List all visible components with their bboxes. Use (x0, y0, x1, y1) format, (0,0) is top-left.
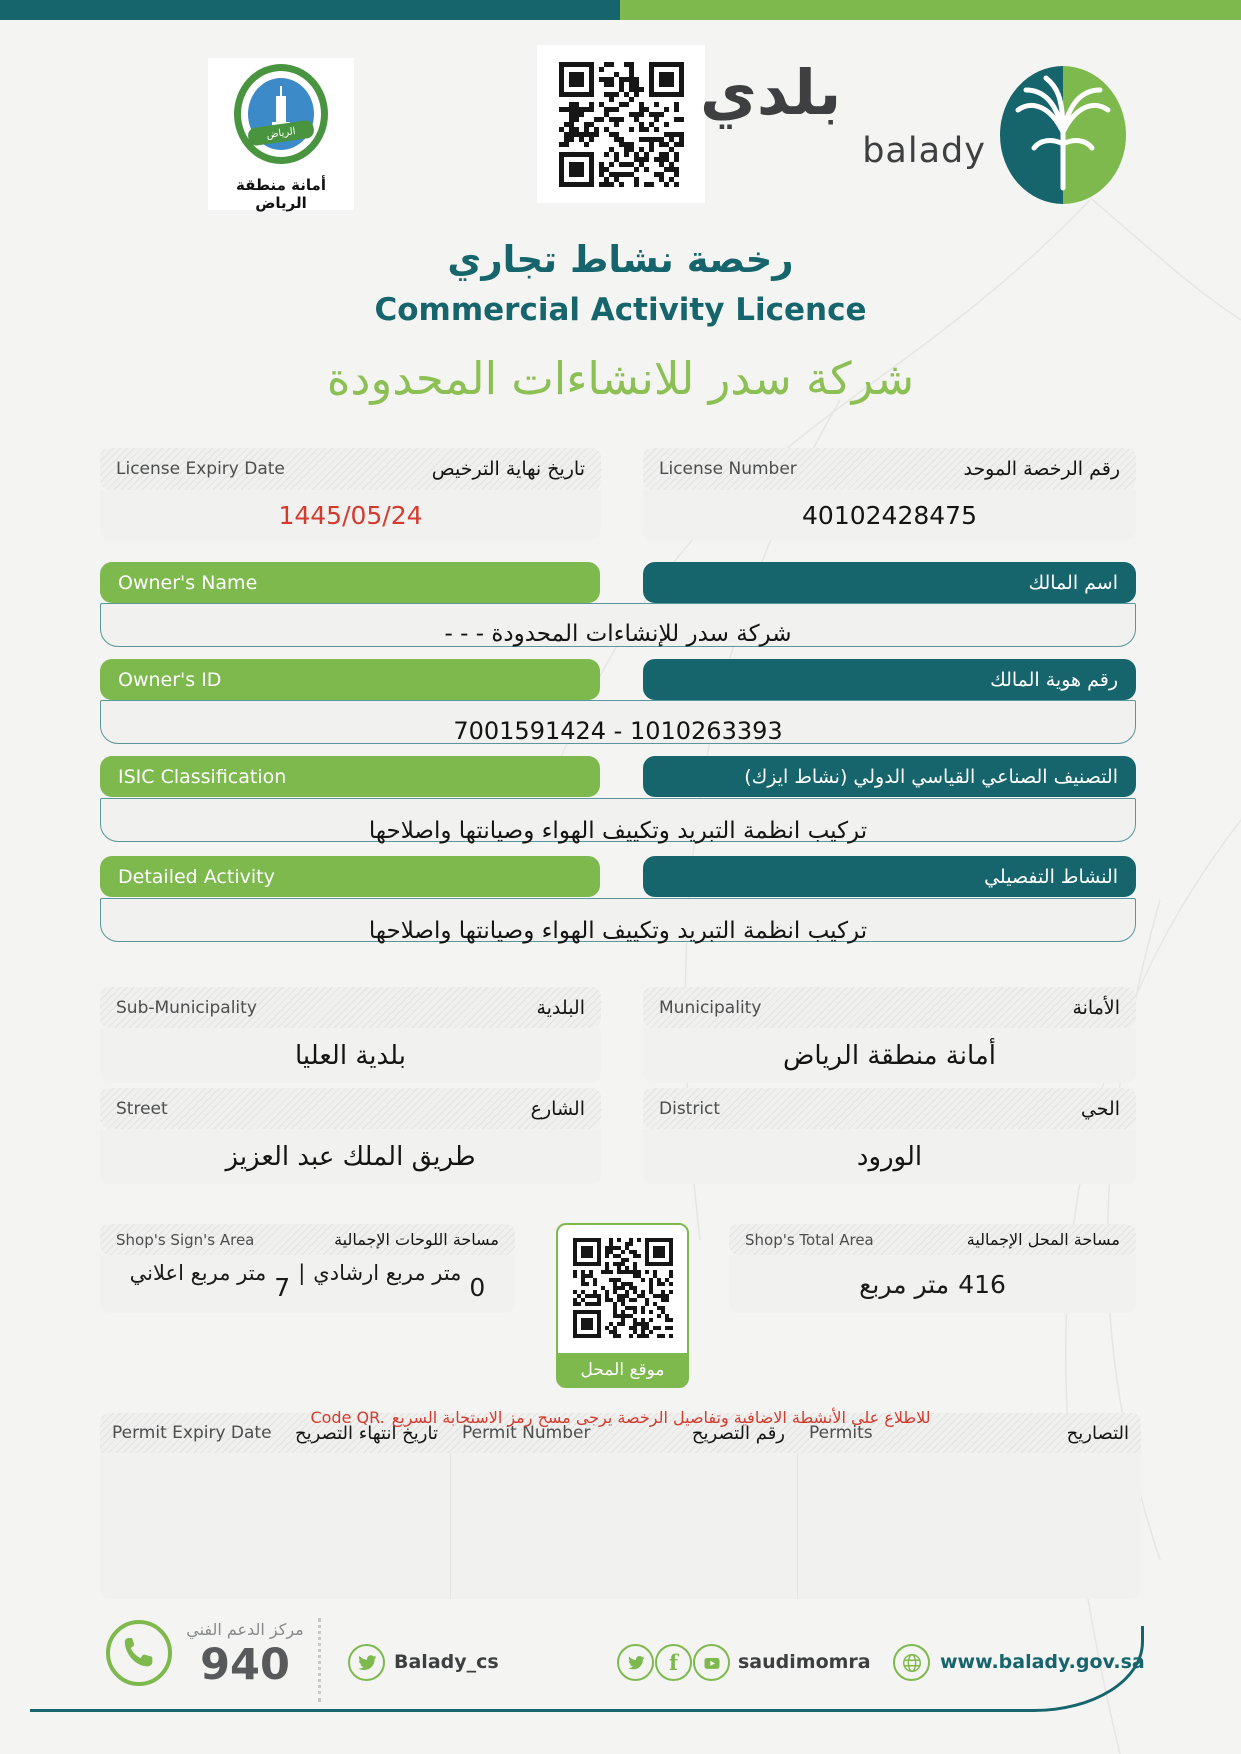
phone-icon (119, 1633, 159, 1673)
license-expiry-label-en: License Expiry Date (116, 459, 285, 479)
owner-name-label-en: Owner's Name (118, 571, 258, 594)
sign-area-ad-unit: متر مربع اعلاني (129, 1261, 267, 1285)
permit-number-label-en: Permit Number (462, 1423, 591, 1443)
detailed-activity-value: تركيب انظمة التبريد وتكييف الهواء وصيانتها واصلاحها (368, 918, 868, 944)
top-bar-teal (0, 0, 620, 20)
district-label-en: District (659, 1098, 721, 1119)
website-url: www.balady.gov.sa (940, 1651, 1145, 1673)
owner-id-label-en: Owner's ID (118, 668, 222, 691)
permit-expiry-label-en: Permit Expiry Date (112, 1423, 272, 1443)
total-area-number: 416 (958, 1269, 1006, 1299)
total-area-label-en: Shop's Total Area (745, 1230, 874, 1249)
social-handle: saudimomra (738, 1651, 871, 1673)
permits-column-divider-2 (797, 1453, 798, 1599)
youtube-icon (693, 1644, 730, 1681)
owner-name-header-ar (643, 562, 1136, 603)
street-label-ar: الشارع (530, 1097, 585, 1120)
district-label-ar: الحي (1080, 1097, 1120, 1120)
permit-expiry-label-ar: تاريخ انتهاء التصريح (294, 1422, 438, 1444)
street-value: طريق الملك عبد العزيز (225, 1141, 476, 1172)
isic-label-en: ISIC Classification (118, 765, 287, 788)
permits-column-divider-1 (450, 1453, 451, 1599)
license-number-value: 40102428475 (802, 500, 977, 530)
sub-municipality-value: بلدية العليا (295, 1040, 406, 1071)
licence-title-ar: رخصة نشاط تجاري (447, 238, 794, 281)
total-area-value (729, 1255, 1136, 1313)
sign-area-directional-unit: متر مربع ارشادي (313, 1261, 462, 1285)
support-center-label: مركز الدعم الفني (186, 1620, 304, 1639)
detailed-activity-label-en: Detailed Activity (118, 865, 275, 888)
municipality-label-en: Municipality (659, 997, 762, 1018)
support-number: 940 (200, 1640, 290, 1690)
company-name: شركة سدر للانشاءات المحدودة (326, 352, 915, 405)
footer (0, 1612, 1241, 1732)
isic-value: تركيب انظمة التبريد وتكييف الهواء وصيانتها واصلاحها (368, 818, 868, 844)
sub-municipality-header (100, 987, 601, 1028)
permit-number-label-ar: رقم التصريح (691, 1422, 785, 1444)
qr-scan-note-latin: Code QR. (310, 1408, 385, 1427)
twitter-icon-2 (617, 1644, 654, 1681)
facebook-icon: f (655, 1644, 692, 1681)
detailed-activity-label-ar: النشاط التفصيلي (984, 865, 1118, 888)
license-number-label-ar: رقم الرخصة الموحد (963, 458, 1120, 480)
owner-id-label-ar: رقم هوية المالك (990, 668, 1118, 691)
license-expiry-header (100, 448, 601, 490)
total-area-header (729, 1224, 1136, 1255)
balady-wordmark-en: balady (862, 131, 986, 171)
sign-area-directional-value: 0 (469, 1273, 486, 1302)
licence-qr-code (537, 45, 705, 203)
top-bar-green (620, 0, 1241, 20)
owner-id-value: 7001591424 - 1010263393 (453, 717, 783, 745)
license-number-header (643, 448, 1136, 490)
licence-qr-pattern (559, 62, 684, 187)
owner-id-header-en (100, 659, 600, 700)
balady-logo (700, 56, 1140, 210)
license-expiry-value: 1445/05/24 (278, 500, 423, 530)
qr-scan-note-ar: للاطلاع على الأنشطة الاضافية وتفاصيل الرخصة يرجى مسح رمز الاستجابة السريع (391, 1408, 931, 1427)
footer-divider (318, 1618, 321, 1702)
street-header (100, 1088, 601, 1129)
detailed-activity-header-ar (643, 856, 1136, 897)
isic-label-ar: التصنيف الصناعي القياسي الدولي (نشاط ايزك) (744, 765, 1118, 788)
owner-name-label-ar: اسم المالك (1028, 571, 1118, 594)
total-area-label-ar: مساحة المحل الإجمالية (966, 1230, 1120, 1249)
permits-table-body (100, 1453, 1141, 1599)
balady-wordmark-ar: بلدي (700, 56, 842, 129)
sub-municipality-label-ar: البلدية (536, 996, 585, 1019)
owner-name-value: شركة سدر للإنشاءات المحدودة - - - (444, 621, 792, 647)
licence-title-en: Commercial Activity Licence (374, 292, 867, 328)
municipality-header (643, 987, 1136, 1028)
shop-location-qr-caption: موقع المحل (558, 1353, 687, 1386)
shop-location-qr-card (556, 1223, 689, 1388)
total-area-unit: متر مربع (859, 1269, 950, 1299)
palm-tree-icon (1000, 66, 1126, 204)
riyadh-logo-caption: أمانة منطقة الرياض (236, 176, 326, 212)
municipality-value: أمانة منطقة الرياض (782, 1040, 997, 1071)
riyadh-municipality-logo (208, 58, 354, 210)
owner-name-header-en (100, 562, 600, 603)
riyadh-seal-ribbon: الرياض (247, 119, 315, 146)
sign-area-value (100, 1255, 515, 1313)
riyadh-seal (234, 64, 328, 164)
sign-area-label-ar: مساحة اللوحات الإجمالية (334, 1230, 499, 1249)
support-phone-icon (106, 1620, 172, 1686)
sign-area-header (100, 1224, 515, 1255)
qr-scan-note (0, 1408, 1241, 1427)
isic-header-en (100, 756, 600, 797)
sub-municipality-label-en: Sub-Municipality (116, 997, 257, 1018)
permits-label-en: Permits (809, 1423, 873, 1443)
license-expiry-label-ar: تاريخ نهاية الترخيص (431, 458, 585, 480)
shop-location-qr-pattern (573, 1238, 673, 1338)
twitter-handle: Balady_cs (394, 1651, 499, 1673)
sign-area-ad-value: 7 (274, 1273, 291, 1302)
detailed-activity-header-en (100, 856, 600, 897)
isic-header-ar (643, 756, 1136, 797)
district-header (643, 1088, 1136, 1129)
district-value: الورود (856, 1141, 923, 1172)
permits-label-ar: التصاريح (1066, 1422, 1129, 1444)
globe-icon (893, 1644, 930, 1681)
sign-area-separator: | (298, 1261, 306, 1285)
municipality-label-ar: الأمانة (1072, 996, 1120, 1019)
license-number-label-en: License Number (659, 459, 797, 479)
twitter-icon (348, 1644, 385, 1681)
street-label-en: Street (116, 1098, 168, 1119)
sign-area-label-en: Shop's Sign's Area (116, 1230, 255, 1249)
balady-palm-emblem (1000, 66, 1126, 204)
owner-id-header-ar (643, 659, 1136, 700)
